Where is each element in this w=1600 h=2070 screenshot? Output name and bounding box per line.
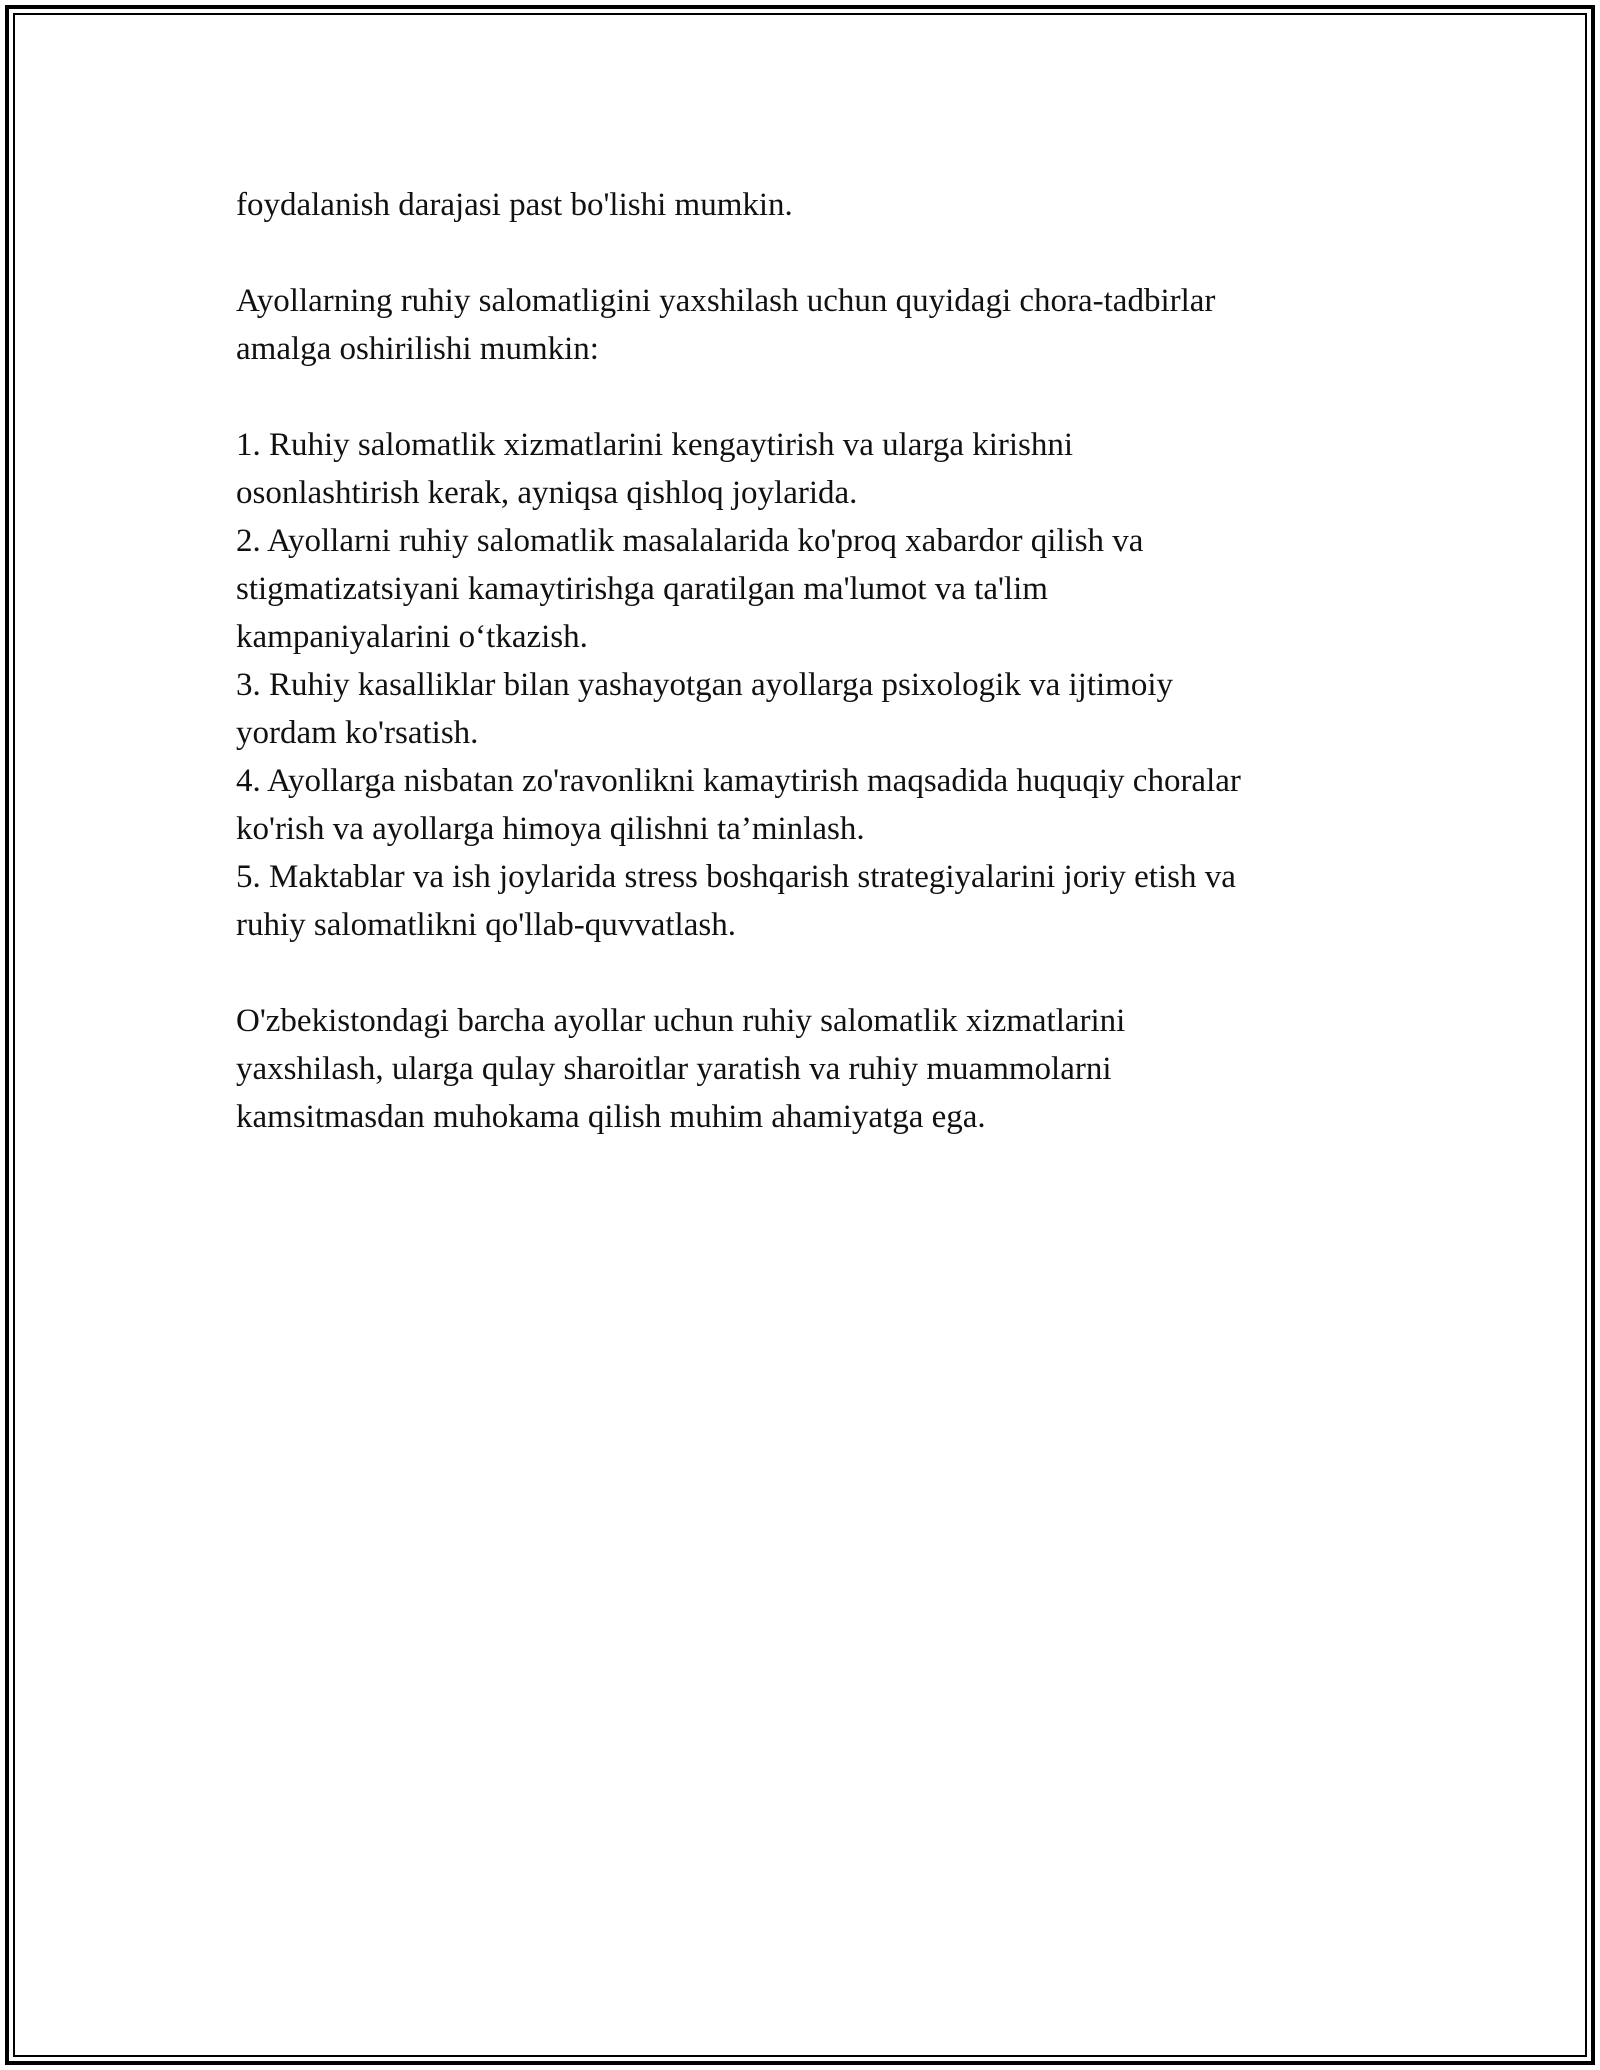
paragraph-closing: O'zbekistondagi barcha ayollar uchun ruhiy salomatlik xizmatlarini yaxshilash, ularga qulay sharoitlar yaratish va ruhiy muammolarni kamsitmasdan muhokama qilish muhim ahamiyatga ega. [236,1003,1126,1135]
list-item: 5. Maktablar va ish joylarida stress boshqarish strategiyalarini joriy etish va ruhiy salomatlikni qo'llab-quvvatlash. [236,859,1236,943]
measures-list [236,421,1386,949]
list-item: 2. Ayollarni ruhiy salomatlik masalalarida ko'proq xabardor qilish va stigmatizatsiyani kamaytirishga qaratilgan ma'lumot va ta'lim kampaniyalarini o‘tkazish. [236,523,1144,655]
list-item: 4. Ayollarga nisbatan zo'ravonlikni kamaytirish maqsadida huquqiy choralar ko'rish va ayollarga himoya qilishni ta’minlash. [236,763,1241,847]
list-item: 3. Ruhiy kasalliklar bilan yashayotgan ayollarga psixologik va ijtimoiy yordam ko'rsatish. [236,667,1173,751]
paragraph-intro: Ayollarning ruhiy salomatligini yaxshilash uchun quyidagi chora-tadbirlar amalga oshirilishi mumkin: [236,283,1216,367]
paragraph-continuation: foydalanish darajasi past bo'lishi mumkin. [236,187,793,223]
document-body [236,181,1386,1141]
list-item: 1. Ruhiy salomatlik xizmatlarini kengaytirish va ularga kirishni osonlashtirish kerak, ayniqsa qishloq joylarida. [236,427,1074,511]
paragraph-gap [236,229,1386,277]
paragraph-gap [236,373,1386,421]
paragraph-gap [236,949,1386,997]
